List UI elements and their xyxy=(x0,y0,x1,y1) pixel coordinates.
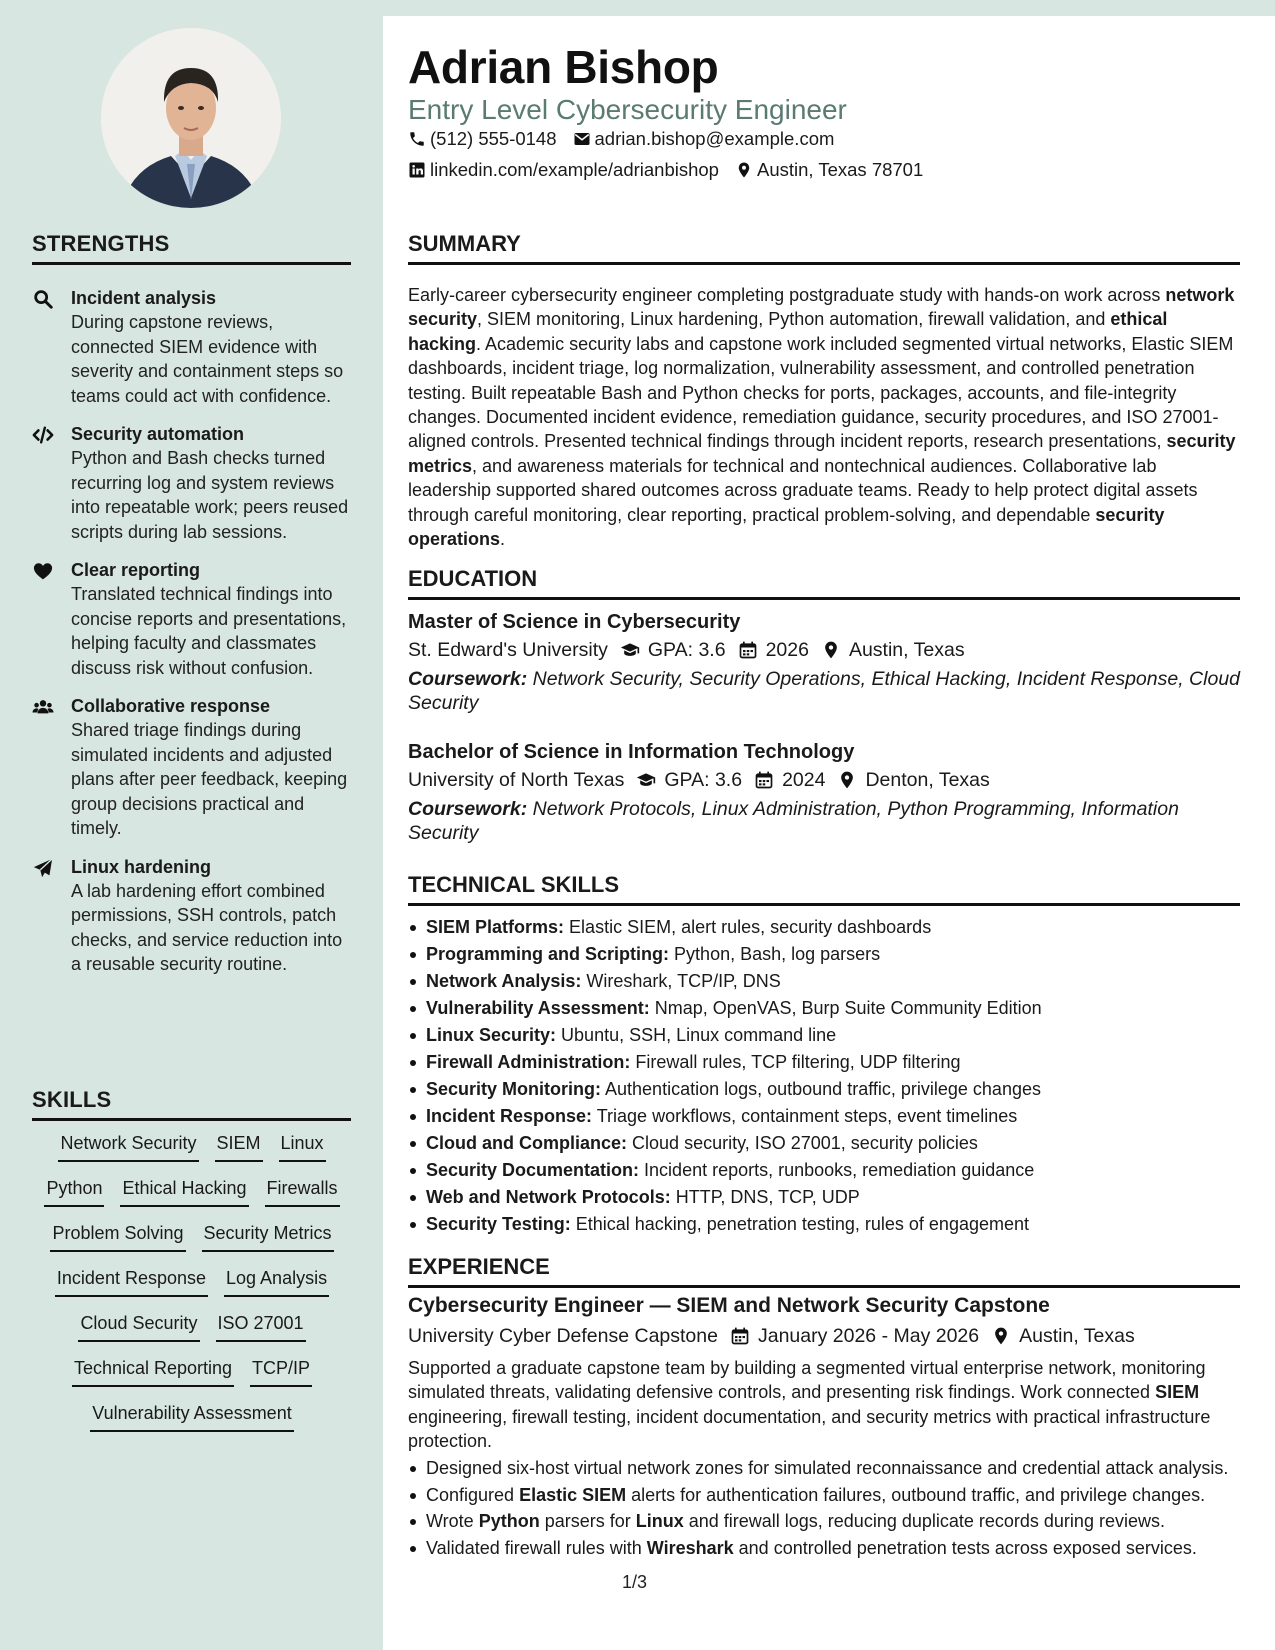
candidate-name: Adrian Bishop xyxy=(408,41,719,93)
skill-chip: Network Security xyxy=(58,1132,198,1162)
technical-skill-item xyxy=(408,1184,1240,1211)
year-item xyxy=(738,635,809,665)
school-name: University of North Texas xyxy=(408,769,625,791)
calendar-icon xyxy=(754,770,774,790)
skill-label: Vulnerability Assessment: xyxy=(426,998,650,1018)
skill-chip: Firewalls xyxy=(265,1177,340,1207)
strength-description: A lab hardening effort combined permissions, SSH controls, patch checks, and service reduction into a reusable security routine. xyxy=(71,880,343,974)
profile-photo xyxy=(101,28,281,208)
skills-row xyxy=(32,1132,352,1177)
education-item xyxy=(408,609,1240,715)
skill-label: Cloud and Compliance: xyxy=(426,1133,628,1153)
technical-skill-item xyxy=(408,968,1240,995)
skill-value: Triage workflows, containment steps, event timelines xyxy=(596,1106,1018,1126)
desc-segment: engineering, firewall testing, incident documentation, and security metrics with practical infrastructure protection. xyxy=(408,1406,1211,1452)
skill-label: Linux Security: xyxy=(426,1025,557,1045)
skills-row xyxy=(32,1267,352,1312)
bullet-segment: Designed six-host virtual network zones for simulated reconnaissance and credential attack analysis. xyxy=(426,1457,1229,1478)
job-bullet xyxy=(408,1509,1240,1533)
skill-chip: Problem Solving xyxy=(50,1222,185,1252)
skills-heading: SKILLS xyxy=(32,1087,351,1121)
organization-name: University Cyber Defense Capstone xyxy=(408,1325,718,1347)
skill-chip: Incident Response xyxy=(55,1267,208,1297)
job-bullet xyxy=(408,1536,1240,1560)
strength-item xyxy=(32,286,352,408)
technical-skill-item xyxy=(408,1157,1240,1184)
skills-list xyxy=(32,1132,352,1447)
technical-skill-item xyxy=(408,914,1240,941)
strength-description: Translated technical findings into concise reports and presentations, helping faculty and classmates discuss risk without confusion. xyxy=(71,584,347,678)
paper-plane-icon xyxy=(32,857,54,879)
strength-title: Clear reporting xyxy=(71,560,201,580)
education-meta xyxy=(408,765,1240,795)
strengths-list xyxy=(32,286,352,991)
education-heading: EDUCATION xyxy=(408,566,1240,600)
job-location-item xyxy=(991,1320,1135,1352)
skill-chip: Ethical Hacking xyxy=(120,1177,248,1207)
contact-row-2 xyxy=(408,159,923,181)
users-icon xyxy=(32,696,54,718)
skill-value: Firewall rules, TCP filtering, UDP filtering xyxy=(635,1052,961,1072)
strengths-heading: STRENGTHS xyxy=(32,231,351,265)
heart-icon xyxy=(32,560,54,582)
bullet-segment: and controlled penetration tests across exposed services. xyxy=(733,1538,1197,1559)
strength-item xyxy=(32,558,352,680)
skill-label: Programming and Scripting: xyxy=(426,944,670,964)
skill-value: Python, Bash, log parsers xyxy=(674,944,881,964)
summary-text xyxy=(408,283,1240,551)
gpa-text: GPA: 3.6 xyxy=(647,639,726,661)
job-dates-item xyxy=(730,1320,979,1352)
strength-title: Collaborative response xyxy=(71,696,271,716)
linkedin-text: linkedin.com/example/adrianbishop xyxy=(430,159,719,180)
technical-skill-item xyxy=(408,941,1240,968)
summary-bold-segment: network security xyxy=(408,285,1235,330)
strength-item xyxy=(32,855,352,977)
technical-skill-item xyxy=(408,995,1240,1022)
search-icon xyxy=(32,288,54,310)
school-name: St. Edward's University xyxy=(408,639,608,661)
edu-location-item xyxy=(821,635,965,665)
code-icon xyxy=(32,424,54,446)
strength-description: During capstone reviews, connected SIEM evidence with severity and containment steps so teams could act with confidence. xyxy=(71,312,344,406)
year-text: 2024 xyxy=(782,769,826,791)
bullet-segment: Validated firewall rules with xyxy=(426,1538,647,1559)
skills-row xyxy=(32,1177,352,1222)
skill-chip: Cloud Security xyxy=(78,1312,199,1342)
gpa-item xyxy=(636,765,742,795)
summary-segment: Early-career cybersecurity engineer completing postgraduate study with hands-on work across xyxy=(408,285,1166,305)
experience-heading: EXPERIENCE xyxy=(408,1254,1240,1288)
skill-chip: Security Metrics xyxy=(202,1222,334,1252)
skill-chip: Linux xyxy=(279,1132,326,1162)
strength-title: Incident analysis xyxy=(71,288,217,308)
page-number: 1/3 xyxy=(622,1572,648,1592)
phone-text: (512) 555-0148 xyxy=(430,128,557,149)
skill-label: Network Analysis: xyxy=(426,971,582,991)
bullet-bold-segment: Python xyxy=(478,1511,540,1532)
skill-label: Security Testing: xyxy=(426,1214,571,1234)
skill-label: Security Documentation: xyxy=(426,1160,640,1180)
calendar-icon xyxy=(730,1326,750,1346)
skills-row xyxy=(32,1402,352,1447)
year-item xyxy=(754,765,825,795)
skill-chip: TCP/IP xyxy=(250,1357,312,1387)
contact-row-1 xyxy=(408,128,834,150)
job-bullets xyxy=(408,1456,1240,1561)
technical-skill-item xyxy=(408,1022,1240,1049)
summary-bold-segment: security metrics xyxy=(408,431,1236,476)
bullet-bold-segment: Elastic SIEM xyxy=(519,1484,627,1505)
skill-value: Elastic SIEM, alert rules, security dashboards xyxy=(569,917,932,937)
coursework xyxy=(408,797,1240,845)
skill-chip: SIEM xyxy=(215,1132,263,1162)
location-text: Austin, Texas 78701 xyxy=(756,159,924,180)
technical-skill-item xyxy=(408,1076,1240,1103)
skills-row xyxy=(32,1222,352,1267)
graduation-cap-icon xyxy=(636,770,656,790)
technical-skills-list xyxy=(408,914,1240,1238)
coursework xyxy=(408,667,1240,715)
job-description xyxy=(408,1356,1240,1454)
summary-segment: , and awareness materials for technical and nontechnical audiences. Collaborative lab leadership supported shared outcomes across graduate teams. Ready to help protect digital assets through careful monitoring, clear reporting, practical problem-solving, and dependable xyxy=(408,455,1198,525)
edu-location-item xyxy=(837,765,989,795)
skill-value: Incident reports, runbooks, remediation guidance xyxy=(644,1160,1035,1180)
envelope-icon xyxy=(573,130,591,148)
map-pin-icon xyxy=(735,161,753,179)
summary-heading: SUMMARY xyxy=(408,231,1240,265)
job-location-text: Austin, Texas xyxy=(1019,1325,1135,1347)
summary-segment: , SIEM monitoring, Linux hardening, Python automation, firewall validation, and xyxy=(477,309,1111,330)
education-meta xyxy=(408,635,1240,665)
gpa-text: GPA: 3.6 xyxy=(664,769,743,791)
skill-chip: Vulnerability Assessment xyxy=(90,1402,293,1432)
bullet-segment: and firewall logs, reducing duplicate records during reviews. xyxy=(683,1511,1165,1532)
skill-chip: Technical Reporting xyxy=(72,1357,234,1387)
technical-skill-item xyxy=(408,1130,1240,1157)
email-item[interactable] xyxy=(573,128,835,150)
skill-value: HTTP, DNS, TCP, UDP xyxy=(675,1187,860,1207)
email-text: adrian.bishop@example.com xyxy=(594,128,835,149)
phone-icon xyxy=(408,130,426,148)
degree-title: Bachelor of Science in Information Technology xyxy=(408,741,855,763)
year-text: 2026 xyxy=(765,639,809,661)
summary-bold-segment: ethical hacking xyxy=(408,309,1168,354)
skills-row xyxy=(32,1357,352,1402)
skills-row xyxy=(32,1312,352,1357)
skill-value: Ubuntu, SSH, Linux command line xyxy=(561,1025,837,1045)
skill-value: Cloud security, ISO 27001, security policies xyxy=(632,1133,978,1153)
map-pin-icon xyxy=(991,1326,1011,1346)
candidate-role: Entry Level Cybersecurity Engineer xyxy=(408,94,847,125)
top-band xyxy=(0,0,1275,16)
bullet-segment: Wrote xyxy=(426,1511,479,1532)
bullet-segment: Configured xyxy=(426,1484,520,1505)
desc-bold-segment: SIEM xyxy=(1155,1382,1200,1403)
location-item xyxy=(735,159,923,181)
strength-title: Linux hardening xyxy=(71,856,212,877)
degree-title: Master of Science in Cybersecurity xyxy=(408,611,741,633)
gpa-item xyxy=(620,635,726,665)
skill-label: Firewall Administration: xyxy=(426,1052,631,1072)
coursework-text: Network Security, Security Operations, Ethical Hacking, Incident Response, Cloud Security xyxy=(408,668,1241,714)
job-dates-text: January 2026 - May 2026 xyxy=(757,1325,980,1347)
job-title: Cybersecurity Engineer — SIEM and Network Security Capstone xyxy=(408,1294,1050,1317)
bullet-bold-segment: Linux xyxy=(635,1511,684,1532)
skill-label: Web and Network Protocols: xyxy=(426,1187,671,1207)
strength-item xyxy=(32,694,352,841)
skill-chip: ISO 27001 xyxy=(216,1312,306,1342)
skill-value: Wireshark, TCP/IP, DNS xyxy=(586,971,781,991)
strength-item xyxy=(32,422,352,544)
skill-value: Nmap, OpenVAS, Burp Suite Community Edition xyxy=(654,998,1042,1018)
experience-item xyxy=(408,1292,1240,1563)
education-item xyxy=(408,739,1240,845)
bullet-bold-segment: Wireshark xyxy=(646,1538,734,1559)
linkedin-item[interactable] xyxy=(408,159,719,181)
summary-bold-segment: security operations xyxy=(408,504,1165,550)
desc-segment: Supported a graduate capstone team by building a segmented virtual enterprise network, monitoring simulated threats, validating defensive controls, and presenting risk findings. Work connected xyxy=(408,1358,1206,1403)
coursework-label: Coursework: xyxy=(408,668,528,690)
summary-segment: . Academic security labs and capstone work included segmented virtual networks, Elastic SIEM dashboards, incident triage, log normalization, vulnerability assessment, and controlled penetration testing. Built repeatable Bash and Python checks for ports, packages, accounts, and file-integrity changes. Documented incident evidence, remediation guidance, security procedures, and ISO 27001-aligned controls. Presented technical findings through incident reports, research presentations, xyxy=(408,333,1234,452)
skill-label: Security Monitoring: xyxy=(426,1079,601,1099)
graduation-cap-icon xyxy=(620,640,640,660)
edu-location-text: Austin, Texas xyxy=(848,639,965,661)
map-pin-icon xyxy=(837,770,857,790)
strength-title: Security automation xyxy=(71,424,245,444)
skill-value: Ethical hacking, penetration testing, rules of engagement xyxy=(575,1214,1030,1234)
map-pin-icon xyxy=(821,640,841,660)
edu-location-text: Denton, Texas xyxy=(865,769,990,791)
bullet-segment: alerts for authentication failures, outbound traffic, and privilege changes. xyxy=(626,1484,1206,1505)
skill-chip: Python xyxy=(44,1177,104,1207)
technical-skill-item xyxy=(408,1103,1240,1130)
phone-item[interactable] xyxy=(408,128,557,150)
coursework-text: Network Protocols, Linux Administration, Python Programming, Information Security xyxy=(408,798,1179,844)
skill-label: Incident Response: xyxy=(426,1106,593,1126)
summary-segment: . xyxy=(500,529,506,550)
coursework-label: Coursework: xyxy=(408,798,528,820)
skill-chip: Log Analysis xyxy=(224,1267,329,1297)
job-bullet xyxy=(408,1483,1240,1507)
job-meta xyxy=(408,1320,1240,1352)
technical-skill-item xyxy=(408,1211,1240,1238)
technical-skills-heading: TECHNICAL SKILLS xyxy=(408,872,1240,906)
strength-description: Python and Bash checks turned recurring log and system reviews into repeatable work; peers reused scripts during lab sessions. xyxy=(71,448,349,542)
strength-description: Shared triage findings during simulated incidents and adjusted plans after peer feedback, keeping group decisions practical and timely. xyxy=(71,720,348,838)
skill-value: Authentication logs, outbound traffic, privilege changes xyxy=(605,1079,1041,1099)
job-bullet xyxy=(408,1456,1240,1480)
linkedin-icon xyxy=(408,161,426,179)
bullet-segment: parsers for xyxy=(539,1511,636,1532)
technical-skill-item xyxy=(408,1049,1240,1076)
skill-label: SIEM Platforms: xyxy=(426,917,565,937)
calendar-icon xyxy=(738,640,758,660)
